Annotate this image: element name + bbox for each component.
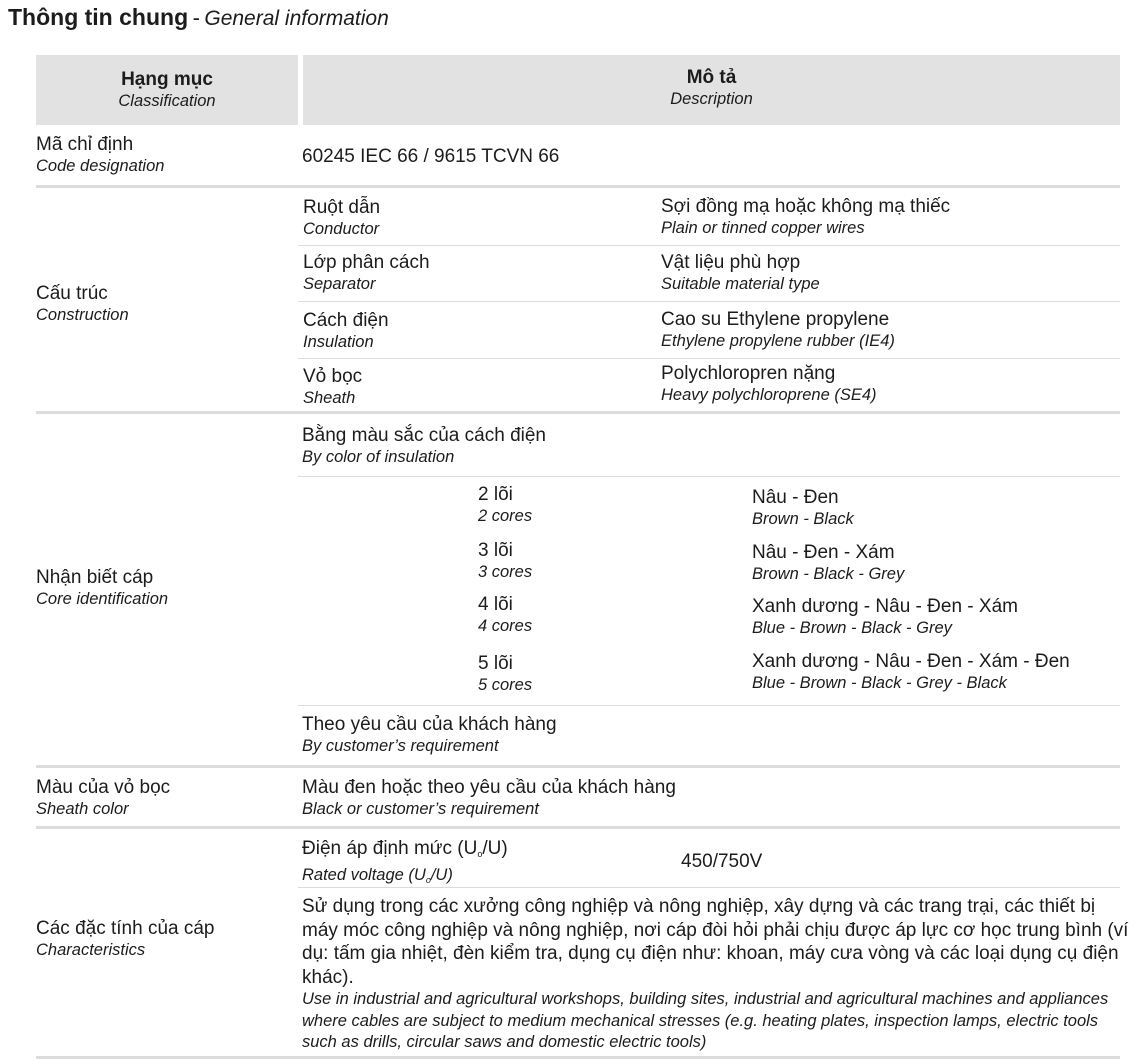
construction-item-name	[303, 310, 389, 352]
core-colors	[752, 542, 904, 584]
core-count-vi: 3 lõi	[478, 540, 513, 561]
core-colors	[752, 651, 1070, 693]
core-count	[478, 653, 532, 695]
core-id-label-vi: Nhận biết cáp	[36, 567, 154, 588]
item-divider	[298, 358, 1120, 359]
voltage-suffix: /U)	[482, 838, 508, 859]
title-vi: Thông tin chung	[8, 4, 189, 30]
core-count-en: 4 cores	[478, 617, 533, 635]
item-divider	[298, 476, 1120, 477]
core-colors-vi: Nâu - Đen	[752, 487, 839, 508]
item-divider	[298, 245, 1120, 246]
sheath-color-value-vi: Màu đen hoặc theo yêu cầu của khách hàng	[302, 777, 676, 798]
core-count-vi: 4 lõi	[478, 594, 513, 615]
sheath-color-label-en: Sheath color	[36, 800, 129, 818]
header-col2-en: Description	[670, 90, 753, 108]
header-classification	[36, 69, 298, 111]
core-colors-en: Brown - Black - Grey	[752, 565, 905, 583]
sheath-color-value	[302, 777, 676, 819]
item-value-en: Ethylene propylene rubber (IE4)	[661, 332, 895, 350]
by-color	[302, 425, 546, 467]
code-label	[36, 134, 164, 176]
item-value-vi: Sợi đồng mạ hoặc không mạ thiếc	[661, 196, 951, 217]
core-count	[478, 540, 532, 582]
characteristics-label-vi: Các đặc tính của cáp	[36, 918, 215, 939]
code-label-vi: Mã chỉ định	[36, 134, 134, 155]
item-name-en: Insulation	[303, 333, 374, 351]
core-count	[478, 594, 532, 636]
voltage-vi-prefix: Điện áp định mức (U	[302, 838, 478, 859]
core-count-vi: 5 lõi	[478, 653, 513, 674]
customer-requirement-vi: Theo yêu cầu của khách hàng	[302, 714, 557, 735]
voltage-en-prefix: Rated voltage (U	[302, 866, 426, 884]
usage-en: Use in industrial and agricultural workshops, building sites, industrial and agricultural machines and appliances where cables are subject to medium mechanical stresses (e.g. heating plates, inspection lamps, electric tools such as drills, circular saws and domestic electric tools)	[302, 990, 1109, 1052]
sheath-color-value-en: Black or customer’s requirement	[302, 800, 539, 818]
header-col2-vi: Mô tả	[686, 67, 737, 88]
title-separator: -	[192, 5, 200, 30]
core-count-en: 5 cores	[478, 676, 533, 694]
construction-item-value	[661, 196, 950, 238]
rated-voltage-vi	[302, 838, 508, 865]
core-id-label-en: Core identification	[36, 590, 169, 608]
construction-item-name	[303, 252, 430, 294]
core-count	[478, 484, 532, 526]
code-label-en: Code designation	[36, 157, 165, 175]
voltage-subscript: o	[425, 875, 431, 885]
item-value-en: Plain or tinned copper wires	[661, 219, 865, 237]
customer-requirement-en: By customer’s requirement	[302, 737, 499, 755]
item-value-vi: Vật liệu phù hợp	[661, 252, 801, 273]
item-divider	[298, 301, 1120, 302]
by-color-en: By color of insulation	[302, 448, 455, 466]
row-divider	[36, 765, 1120, 768]
rated-voltage-value: 450/750V	[681, 851, 763, 872]
core-colors-vi: Xanh dương - Nâu - Đen - Xám	[752, 596, 1018, 617]
item-value-en: Heavy polychloroprene (SE4)	[661, 386, 877, 404]
core-colors-en: Brown - Black	[752, 510, 854, 528]
by-color-vi: Bằng màu sắc của cách điện	[302, 425, 546, 446]
usage-description	[302, 895, 1132, 1054]
row-divider	[36, 826, 1120, 829]
item-divider	[298, 705, 1120, 706]
characteristics-label-en: Characteristics	[36, 941, 146, 959]
item-value-en: Suitable material type	[661, 275, 820, 293]
core-id-label	[36, 567, 168, 609]
item-name-en: Sheath	[303, 389, 356, 407]
core-colors	[752, 487, 854, 529]
header-col1-vi: Hạng mục	[121, 69, 213, 90]
voltage-suffix: /U)	[430, 866, 453, 884]
item-divider	[298, 887, 1120, 888]
row-divider	[36, 411, 1120, 414]
item-value-vi: Cao su Ethylene propylene	[661, 309, 890, 330]
construction-item-value	[661, 309, 895, 351]
item-name-vi: Vỏ bọc	[303, 366, 363, 387]
construction-item-value	[661, 252, 820, 294]
page-title	[8, 4, 389, 31]
construction-label-vi: Cấu trúc	[36, 283, 108, 304]
item-name-vi: Lớp phân cách	[303, 252, 430, 273]
sheath-color-label-vi: Màu của vỏ bọc	[36, 777, 171, 798]
construction-label	[36, 283, 129, 325]
item-name-vi: Cách điện	[303, 310, 389, 331]
construction-item-value	[661, 363, 877, 405]
core-colors	[752, 596, 1018, 638]
sheath-color-label	[36, 777, 170, 819]
row-divider	[36, 185, 1120, 188]
row-divider	[36, 1056, 1120, 1059]
voltage-subscript: o	[477, 849, 483, 859]
core-colors-en: Blue - Brown - Black - Grey - Black	[752, 674, 1007, 692]
customer-requirement	[302, 714, 557, 756]
header-description	[303, 67, 1120, 109]
core-colors-vi: Xanh dương - Nâu - Đen - Xám - Đen	[752, 651, 1070, 672]
core-count-vi: 2 lõi	[478, 484, 513, 505]
item-name-vi: Ruột dẫn	[303, 197, 381, 218]
item-name-en: Separator	[303, 275, 376, 293]
code-value: 60245 IEC 66 / 9615 TCVN 66	[302, 146, 560, 167]
characteristics-label	[36, 918, 215, 960]
usage-vi: Sử dụng trong các xưởng công nghiệp và nông nghiệp, xây dựng và các trang trại, các thiết bị máy móc công nghiệp và nông nghiệp, nơi cáp đòi hỏi phải chịu được áp lực cơ học trung bình (ví dụ: tấm gia nhiệt, đèn kiểm tra, dụng cụ điện như: khoan, máy cưa vòng và các loại dụng cụ điện khác).	[302, 896, 1129, 988]
construction-label-en: Construction	[36, 306, 129, 324]
core-count-en: 2 cores	[478, 507, 533, 525]
item-name-en: Conductor	[303, 220, 380, 238]
title-en: General information	[204, 7, 389, 30]
item-value-vi: Polychloropren nặng	[661, 363, 836, 384]
construction-item-name	[303, 197, 380, 239]
core-colors-en: Blue - Brown - Black - Grey	[752, 619, 952, 637]
core-colors-vi: Nâu - Đen - Xám	[752, 542, 895, 563]
rated-voltage	[302, 838, 508, 890]
construction-item-name	[303, 366, 362, 408]
header-col1-en: Classification	[118, 92, 216, 110]
core-count-en: 3 cores	[478, 563, 533, 581]
